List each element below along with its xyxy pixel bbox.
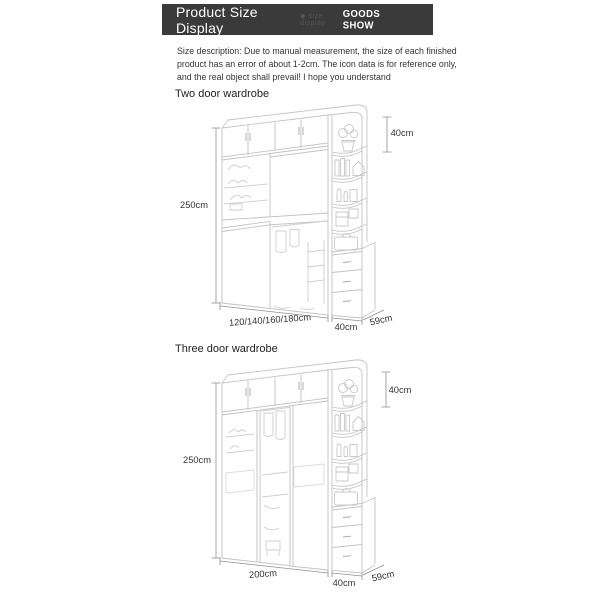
bottles-icon [337, 189, 357, 202]
wardrobe-body [222, 105, 375, 318]
size-description-line: and the real object shall prevail! I hope you understand [177, 72, 391, 82]
two-door-wardrobe-diagram [150, 100, 450, 345]
height-dimension-label: 250cm [183, 455, 211, 465]
books-icon [335, 414, 350, 432]
wardrobe-body [222, 360, 375, 573]
interior-sketch [272, 221, 326, 310]
goods-show-badge: GOODS SHOW [342, 7, 381, 32]
width-dimension-label: 120/140/160/180cm [228, 312, 312, 328]
depth-dimension-label: 59cm [368, 312, 394, 328]
side-cabinet-dimension-label: 40cm [334, 322, 358, 332]
diagram-title-three-door: Three door wardrobe [175, 343, 278, 355]
books-icon [335, 159, 350, 177]
top-cabinet-dimension-label: 40cm [390, 128, 414, 138]
bag-icon [335, 489, 358, 506]
size-description [177, 45, 457, 84]
width-dimension-label: 200cm [248, 568, 278, 580]
plant-icon [339, 380, 358, 407]
side-shelf-unit [332, 114, 367, 318]
size-description-line: Size description: Due to manual measurement, the size of each finished [177, 46, 457, 56]
header-subtitle: ◆ size display [300, 13, 326, 27]
side-shelf-unit [332, 369, 367, 573]
side-cabinet-dimension-label: 40cm [332, 578, 356, 588]
drawer-unit [332, 243, 375, 319]
page-title: Product Size Display [176, 3, 258, 36]
drawer-unit [332, 498, 375, 574]
size-description-line: product has an error of about 1-2cm. The icon data is for reference only, [177, 59, 457, 69]
boxes-icon [336, 209, 358, 226]
header-banner [162, 4, 433, 35]
diagram-title-two-door: Two door wardrobe [175, 88, 270, 100]
bottles-icon [337, 444, 357, 457]
interior-sketch [261, 408, 289, 557]
interior-sketch [224, 165, 268, 210]
depth-dimension-label: 59cm [370, 568, 396, 584]
top-cabinet-dimension-label: 40cm [388, 385, 412, 395]
plant-icon [339, 125, 358, 152]
boxes-icon [336, 464, 358, 481]
three-door-wardrobe-diagram [150, 355, 450, 600]
bag-icon [335, 234, 358, 251]
height-dimension-label: 250cm [180, 200, 208, 210]
